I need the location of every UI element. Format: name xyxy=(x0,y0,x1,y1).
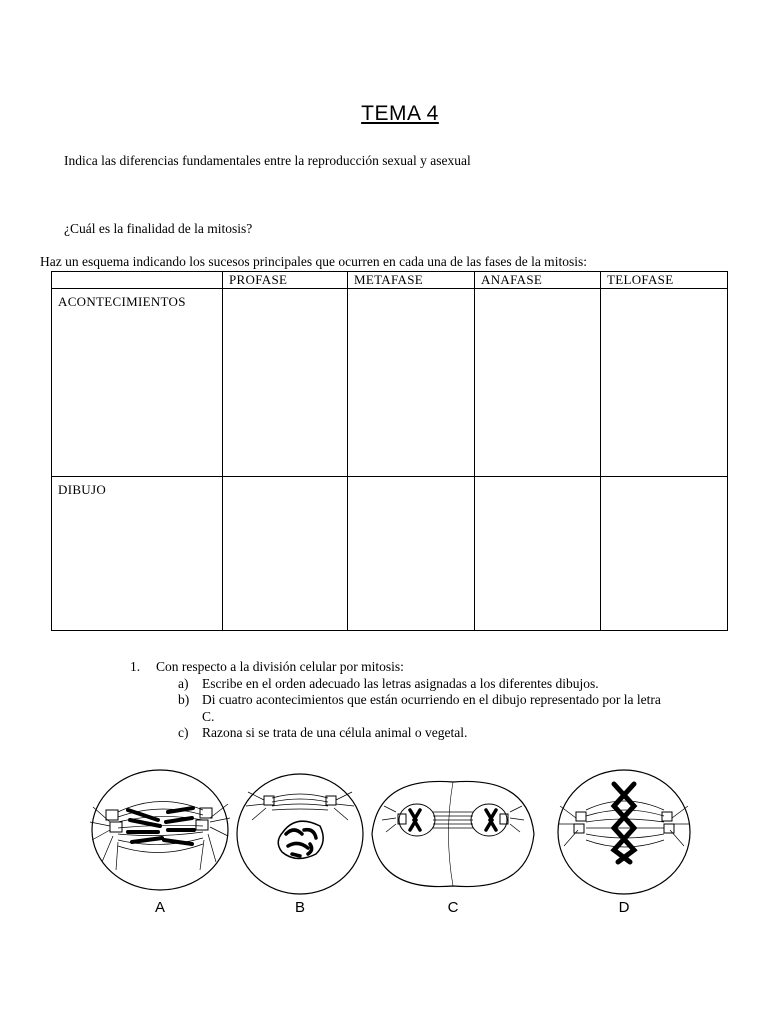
figure-label-a: A xyxy=(154,899,166,916)
question-reproduction: Indica las diferencias fundamentales entre la reproducción sexual y asexual xyxy=(64,153,471,168)
exercise-item xyxy=(130,659,672,676)
answer-cell-telofase-drawing[interactable] xyxy=(601,477,728,631)
page-title: TEMA 4 xyxy=(361,102,439,125)
subitem-letter: c) xyxy=(178,725,189,740)
table-header-anafase: ANAFASE xyxy=(475,272,601,289)
answer-cell-metafase-events[interactable] xyxy=(348,289,475,477)
answer-cell-profase-drawing[interactable] xyxy=(223,477,348,631)
row-label-acontecimientos xyxy=(52,289,223,477)
figure-label-c: C xyxy=(447,899,459,916)
mitosis-figure xyxy=(88,762,708,922)
mitosis-phases-table xyxy=(51,271,728,631)
subitem-letter: a) xyxy=(178,675,189,691)
exercise-subitem-a xyxy=(178,676,672,693)
table-row xyxy=(52,477,728,631)
row-label-dibujo xyxy=(52,477,223,631)
figure-label-b: B xyxy=(294,899,306,916)
exercise-text: Con respecto a la división celular por mitosis: xyxy=(156,659,404,674)
cell-b-drawing xyxy=(237,774,363,894)
answer-cell-profase-events[interactable] xyxy=(223,289,348,477)
exercise-list xyxy=(130,659,672,742)
figure-label-d: D xyxy=(618,899,630,916)
answer-cell-metafase-drawing[interactable] xyxy=(348,477,475,631)
answer-cell-anafase-events[interactable] xyxy=(475,289,601,477)
table-header-telofase: TELOFASE xyxy=(601,272,728,289)
subitem-text: Escribe en el orden adecuado las letras asignadas a los diferentes dibujos. xyxy=(202,675,599,691)
table-header-profase: PROFASE xyxy=(223,272,348,289)
question-mitosis-scheme: Haz un esquema indicando los sucesos principales que ocurren en cada una de las fases de la mitosis: xyxy=(40,254,587,269)
subitem-letter: b) xyxy=(178,692,190,707)
cell-c-drawing xyxy=(372,781,534,886)
answer-cell-telofase-events[interactable] xyxy=(601,289,728,477)
question-mitosis-purpose: ¿Cuál es la finalidad de la mitosis? xyxy=(64,221,253,236)
table-header-empty xyxy=(52,272,223,289)
exercise-number: 1. xyxy=(130,659,141,674)
cell-a-drawing xyxy=(90,770,230,890)
exercise-subitem-b xyxy=(178,692,672,725)
answer-cell-anafase-drawing[interactable] xyxy=(475,477,601,631)
table-header-row xyxy=(52,272,728,289)
table-row xyxy=(52,289,728,477)
exercise-subitem-c xyxy=(178,725,672,742)
row-label-text: DIBUJO xyxy=(58,482,107,497)
subitem-text: Di cuatro acontecimientos que están ocurriendo en el dibujo representado por la letra C. xyxy=(202,692,661,724)
table-header-metafase: METAFASE xyxy=(348,272,475,289)
subitem-text: Razona si se trata de una célula animal o vegetal. xyxy=(202,725,468,740)
cell-d-drawing xyxy=(558,770,690,894)
row-label-text: ACONTECIMIENTOS xyxy=(58,294,186,309)
